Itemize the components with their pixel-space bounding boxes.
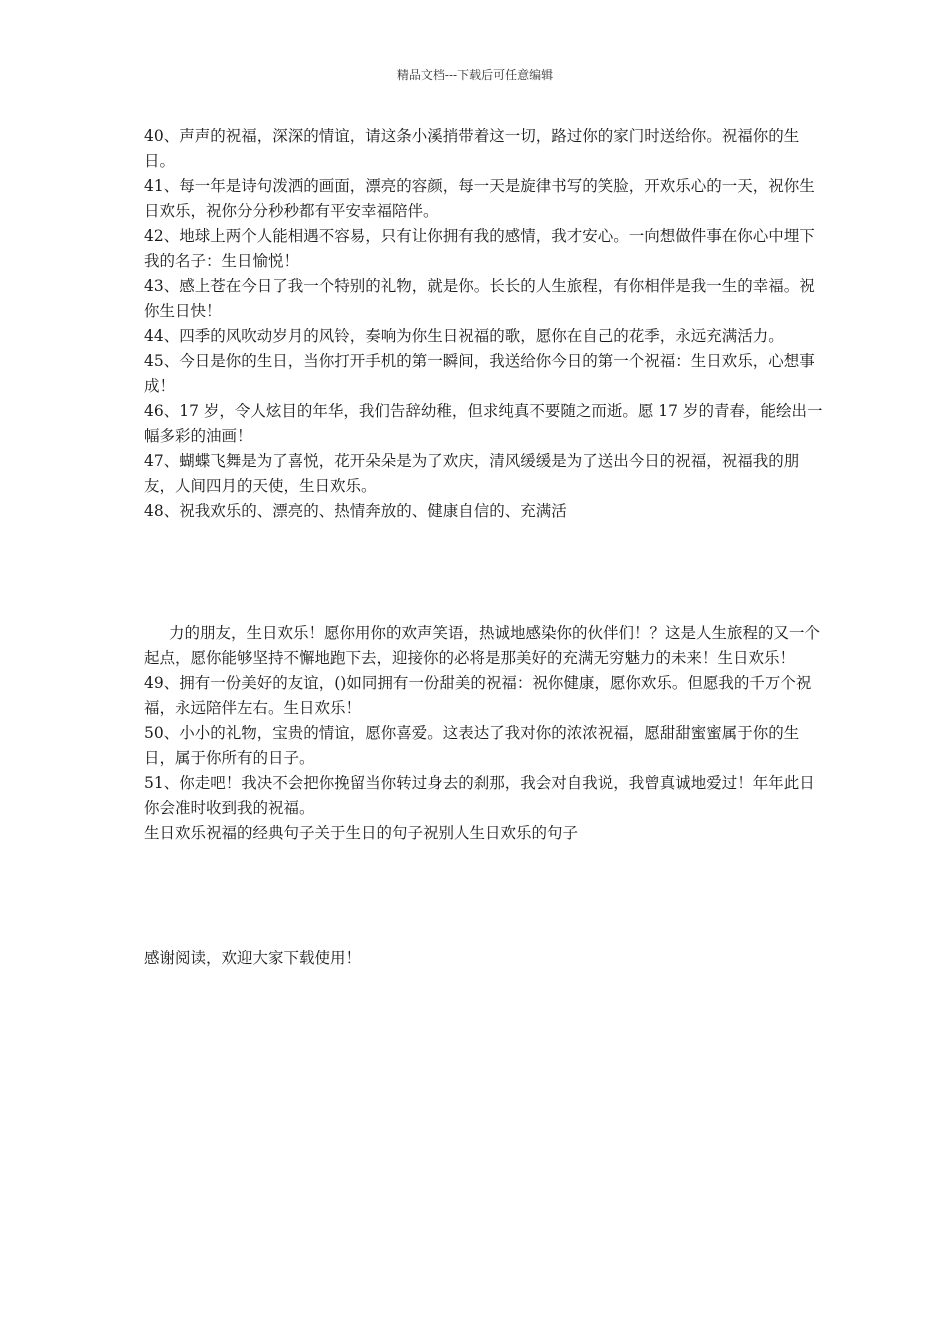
wish-50: 50、小小的礼物，宝贵的情谊，愿你喜爱。这表达了我对你的浓浓祝福，愿甜甜蜜蜜属于你的生日，属于你所有的日子。 <box>144 724 800 767</box>
wish-44: 44、四季的风吹动岁月的风铃，奏响为你生日祝福的歌，愿你在自己的花季，永远充满活力。 <box>144 327 784 345</box>
wish-47: 47、蝴蝶飞舞是为了喜悦，花开朵朵是为了欢庆，清风缓缓是为了送出今日的祝福，祝福我的朋友，人间四月的天使，生日欢乐。 <box>144 452 800 495</box>
wish-43: 43、感上苍在今日了我一个特别的礼物，就是你。长长的人生旅程，有你相伴是我一生的幸福。祝你生日快！ <box>144 277 815 320</box>
wishes-section-1 <box>144 124 824 524</box>
document-subtitle: 生日欢乐祝福的经典句子关于生日的句子祝别人生日欢乐的句子 <box>144 824 579 842</box>
wish-40: 40、声声的祝福，深深的情谊，请这条小溪捎带着这一切，路过你的家门时送给你。祝福你的生日。 <box>144 127 800 170</box>
thanks-note: 感谢阅读，欢迎大家下载使用！ <box>144 949 362 967</box>
wishes-section-2 <box>144 621 824 846</box>
wish-46: 46、17 岁，令人炫目的年华，我们告辞幼稚，但求纯真不要随之而逝。愿 17 岁的青春，能绘出一幅多彩的油画！ <box>144 402 823 445</box>
page-header: 精品文档---下载后可任意编辑 <box>396 68 554 82</box>
wish-41: 41、每一年是诗句泼洒的画面，漂亮的容颜，每一天是旋律书写的笑脸，开欢乐心的一天，祝你生日欢乐，祝你分分秒秒都有平安幸福陪伴。 <box>144 177 815 220</box>
wish-49: 49、拥有一份美好的友谊，()如同拥有一份甜美的祝福：祝你健康，愿你欢乐。但愿我的千万个祝福，永远陪伴左右。生日欢乐！ <box>144 674 812 717</box>
wish-48-continuation: 力的朋友，生日欢乐！愿你用你的欢声笑语，热诚地感染你的伙伴们！？这是人生旅程的又一个起点，愿你能够坚持不懈地跑下去，迎接你的必将是那美好的充满无穷魅力的未来！生日欢乐！ <box>144 624 821 667</box>
wish-42: 42、地球上两个人能相遇不容易，只有让你拥有我的感情，我才安心。一向想做件事在你心中埋下我的名子：生日愉悦！ <box>144 227 815 270</box>
wish-51: 51、你走吧！我决不会把你挽留当你转过身去的刹那，我会对自我说，我曾真诚地爱过！年年此日你会准时收到我的祝福。 <box>144 774 815 817</box>
wish-48: 48、祝我欢乐的、漂亮的、热情奔放的、健康自信的、充满活 <box>144 502 567 520</box>
wish-45: 45、今日是你的生日，当你打开手机的第一瞬间，我送给你今日的第一个祝福：生日欢乐，心想事成！ <box>144 352 815 395</box>
